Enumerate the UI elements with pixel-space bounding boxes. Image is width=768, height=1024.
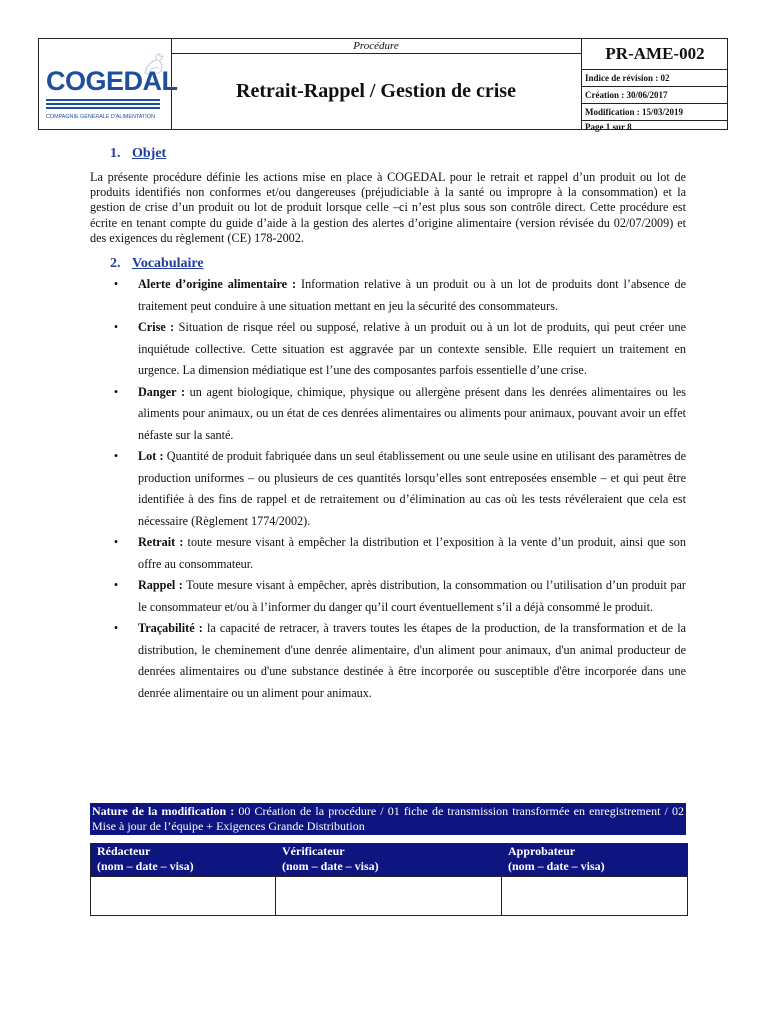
document-metadata xyxy=(582,70,728,135)
document-header xyxy=(38,38,728,130)
signature-field-redacteur[interactable] xyxy=(91,877,276,916)
signature-role: Rédacteur xyxy=(97,844,151,858)
term: Crise : xyxy=(138,320,175,334)
list-item xyxy=(110,274,686,317)
page-number: Page 1 sur 8 xyxy=(585,122,632,132)
modification-text: 00 Création de la procédure / 01 fiche de transmission transformée en enregistrement / 02 Mise à jour de l’équipe + Exigences Grande Distribution xyxy=(92,804,684,833)
revision-index: Indice de révision : 02 xyxy=(582,70,728,87)
definition: Situation de risque réel ou supposé, relative à un produit ou à un lot de produits, qui peut créer une inquiétude collective. Cette situation est aggravée par un contexte sensible. Elle requiert un traitement en urgence. La dimension médiatique est l’une des composantes parfois essentielle d’une crise. xyxy=(138,320,686,377)
bullet-dot: • xyxy=(113,449,119,463)
list-item xyxy=(110,575,686,618)
section-heading-objet xyxy=(110,146,166,162)
definition: toute mesure visant à empêcher la distribution et l’exposition à la vente d’un produit, ainsi que son offre au consommateur. xyxy=(138,535,686,571)
document-title: Retrait-Rappel / Gestion de crise xyxy=(171,54,582,129)
signature-sub: (nom – date – visa) xyxy=(508,859,605,873)
term: Traçabilité : xyxy=(138,621,203,635)
term: Lot : xyxy=(138,449,164,463)
bullet-dot: • xyxy=(113,277,119,291)
signature-sub: (nom – date – visa) xyxy=(282,859,379,873)
signature-header-verificateur xyxy=(276,844,502,877)
section-number: 2. xyxy=(110,256,121,271)
list-item xyxy=(110,317,686,382)
definition: Information relative à un produit ou à un lot de produits dont l’absence de traitement peut conduire à une situation mettant en jeu la sécurité des consommateurs. xyxy=(138,277,686,313)
vocabulary-list xyxy=(110,274,686,704)
signature-header-approbateur xyxy=(502,844,688,877)
bullet-dot: • xyxy=(113,320,119,334)
creation-date: Création : 30/06/2017 xyxy=(582,87,728,104)
document-type: Procédure xyxy=(171,39,582,54)
signature-table xyxy=(90,843,688,916)
modification-label: Nature de la modification : xyxy=(92,804,235,818)
modification-note xyxy=(90,803,686,835)
section-label: Objet xyxy=(132,146,167,161)
signature-field-approbateur[interactable] xyxy=(502,877,688,916)
definition: la capacité de retracer, à travers toutes les étapes de la production, de la transformation et de la distribution, le cheminement d'une denrée alimentaire, d'un aliment pour animaux, d'un animal producteur de denrées alimentaires ou d'une substance destinée à être incorporée ou susceptible d'être incorporée dans une denrée alimentaire ou un aliment pour animaux. xyxy=(138,621,686,700)
bullet-dot: • xyxy=(113,621,119,635)
term: Rappel : xyxy=(138,578,183,592)
bullet-dot: • xyxy=(113,384,119,399)
definition: Quantité de produit fabriquée dans un seul établissement ou une seule usine en utilisant des paramètres de production uniformes – ou plusieurs de ces quantités lorsqu’elles sont entreposées ensemble – et qui peut être identifiée à des fins de rappel et de retraitement ou d’élimination au cas où les tests révéleraient que cela est nécessaire (Règlement 1774/2002). xyxy=(138,449,686,528)
list-item xyxy=(110,446,686,532)
list-item xyxy=(110,532,686,575)
term: Alerte d’origine alimentaire : xyxy=(138,277,297,291)
term: Danger : xyxy=(138,384,186,399)
logo-subtitle: COMPAGNIE GÉNÉRALE D'ALIMENTATION xyxy=(46,114,155,120)
signature-role: Approbateur xyxy=(508,844,576,858)
bullet-dot: • xyxy=(113,578,119,592)
signature-field-verificateur[interactable] xyxy=(276,877,502,916)
signature-role: Vérificateur xyxy=(282,844,345,858)
company-logo xyxy=(39,39,178,129)
signature-header-redacteur xyxy=(91,844,276,877)
list-item xyxy=(110,382,686,447)
logo-wordmark: COGEDAL xyxy=(46,66,178,96)
section-label: Vocabulaire xyxy=(132,256,204,271)
bullet-dot: • xyxy=(113,535,119,549)
objet-paragraph: La présente procédure définie les actions mise en place à COGEDAL pour le retrait et rappel d’un produit ou lot de produits identifiés non conformes et/ou dangereuses (préjudiciable à la santé ou impropre à la consommation) et la gestion de crise d’un produit ou lot de produit lorsque celle –ci n’est plus sous son contrôle direct. Cette procédure est écrite en tenant compte du guide d’aide à la gestion des alertes d’origine alimentaire (version révisée du 02/07/2009) et des exigences du règlement (CE) 178-2002. xyxy=(90,170,686,245)
section-heading-vocabulaire xyxy=(110,256,204,272)
document-reference: PR-AME-002 xyxy=(582,39,728,70)
term: Retrait : xyxy=(138,535,184,549)
signature-sub: (nom – date – visa) xyxy=(97,859,194,873)
definition: un agent biologique, chimique, physique ou allergène présent dans les denrées alimentaires ou les aliments pour animaux, ou un état de ces denrées alimentaires ou aliments pour animaux, pouvant avoir un effet néfaste sur la santé. xyxy=(138,384,686,442)
section-number: 1. xyxy=(110,146,121,161)
list-item xyxy=(110,618,686,704)
modification-date: Modification : 15/03/2019 xyxy=(582,104,728,121)
logo-stripes xyxy=(46,99,160,111)
definition: Toute mesure visant à empêcher, après distribution, la consommation ou l’utilisation d’un produit par le consommateur et/ou à l’informer du danger qu’il court éventuellement s’il a déjà consommé le produit. xyxy=(138,578,686,614)
